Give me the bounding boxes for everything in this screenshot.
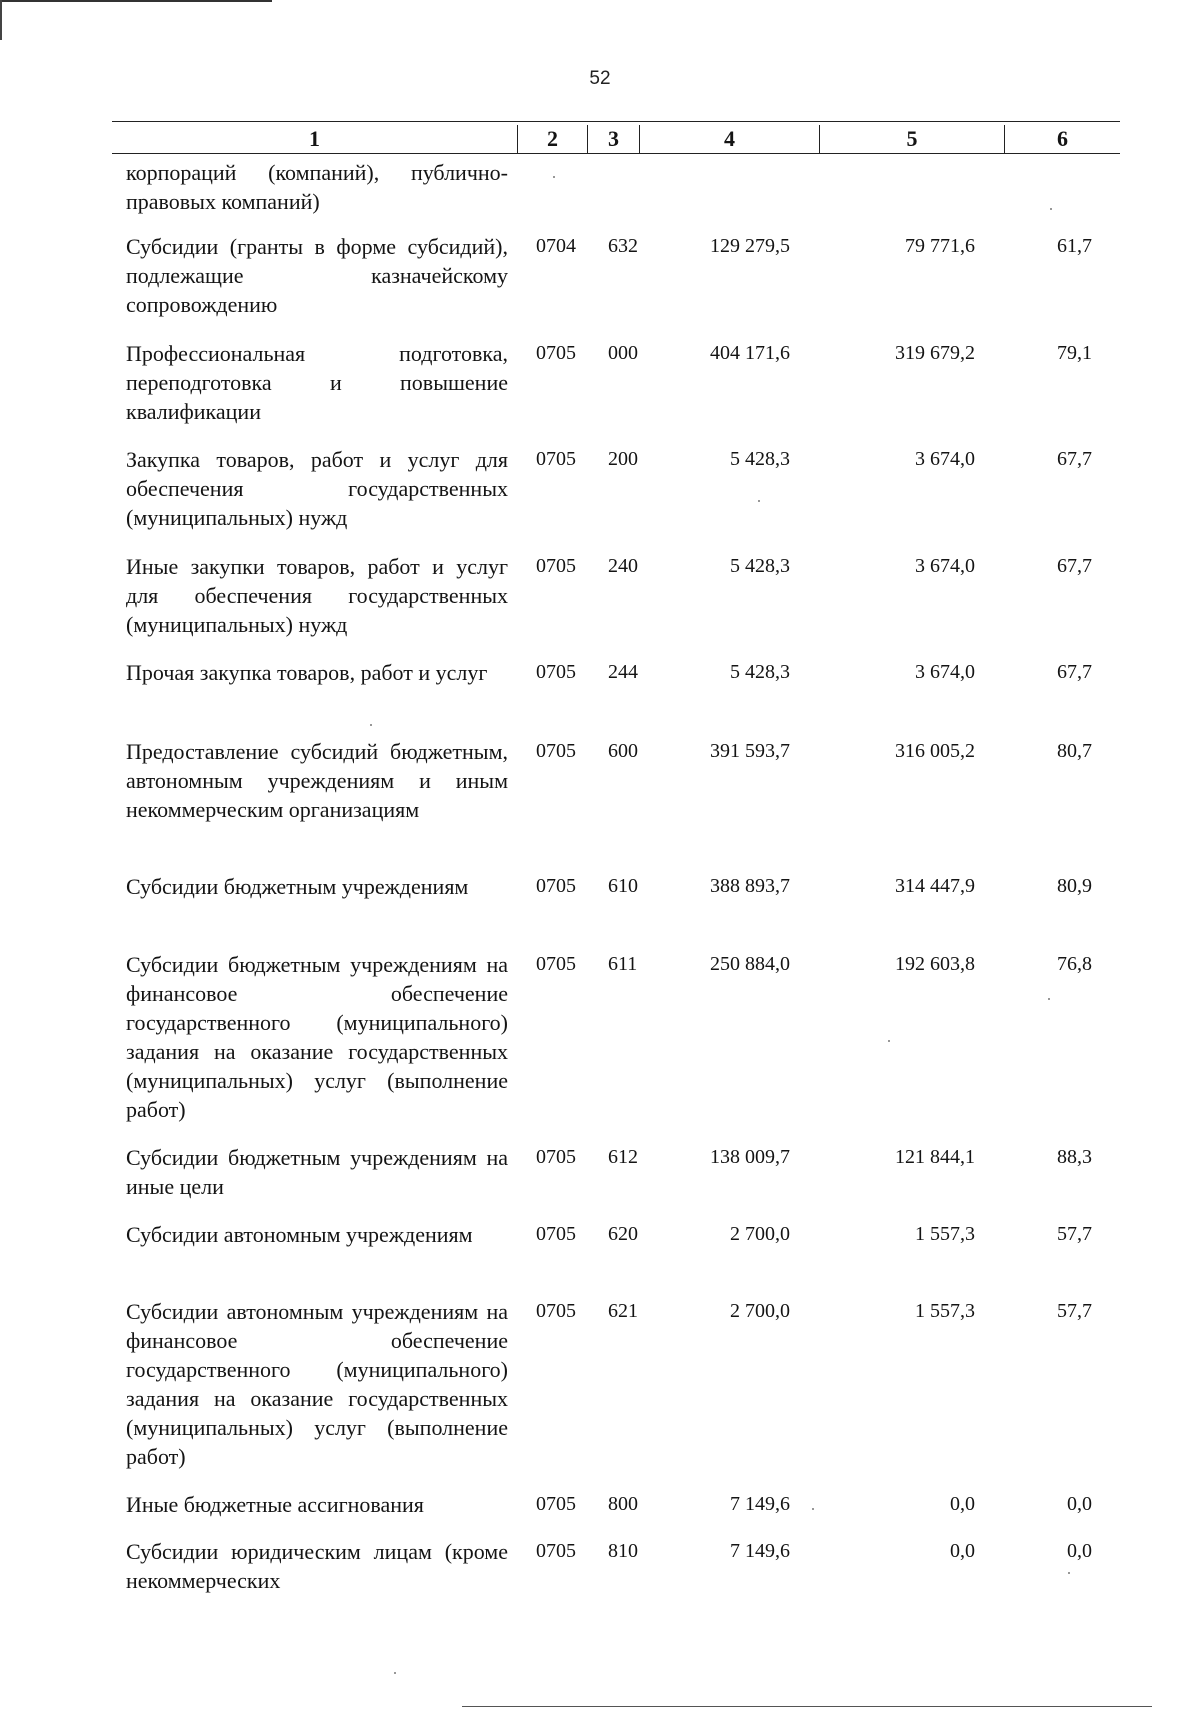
row-expense-type: 632 bbox=[608, 235, 638, 257]
row-description: Иные закупки товаров, работ и услуг для обеспечения государственных (муниципальных) нужд bbox=[126, 554, 508, 637]
row-description: Субсидии автономным учреждениям bbox=[126, 1222, 473, 1247]
row-expense-type: 244 bbox=[608, 661, 638, 683]
row-planned-amount: 5 428,3 bbox=[730, 661, 790, 683]
row-description: Субсидии автономным учреждениям на финансовое обеспечение государственного (муниципального) задания на оказание государственных (муниципальных) услуг (выполнение работ) bbox=[126, 1299, 508, 1469]
scan-speck bbox=[553, 176, 555, 178]
row-actual-amount: 0,0 bbox=[950, 1540, 975, 1562]
row-percent: 79,1 bbox=[1057, 342, 1092, 364]
scan-speck bbox=[394, 1672, 396, 1674]
row-percent: 80,9 bbox=[1057, 875, 1092, 897]
row-actual-amount: 79 771,6 bbox=[905, 235, 975, 257]
row-actual-amount: 1 557,3 bbox=[915, 1223, 975, 1245]
row-percent: 57,7 bbox=[1057, 1300, 1092, 1322]
row-section-code: 0705 bbox=[536, 448, 576, 470]
row-planned-amount: 7 149,6 bbox=[730, 1540, 790, 1562]
row-description: корпораций (компаний), публично-правовых компаний) bbox=[126, 160, 508, 214]
row-planned-amount: 5 428,3 bbox=[730, 448, 790, 470]
page-bottom-edge bbox=[462, 1706, 1152, 1707]
page-number: 52 bbox=[589, 68, 611, 89]
scan-speck bbox=[888, 1040, 890, 1042]
row-actual-amount: 319 679,2 bbox=[895, 342, 975, 364]
row-planned-amount: 138 009,7 bbox=[710, 1146, 790, 1168]
row-expense-type: 800 bbox=[608, 1493, 638, 1515]
header-col-1: 1 bbox=[309, 126, 320, 151]
row-actual-amount: 1 557,3 bbox=[915, 1300, 975, 1322]
row-expense-type: 000 bbox=[608, 342, 638, 364]
scan-edge-mark bbox=[0, 0, 272, 6]
row-percent: 0,0 bbox=[1067, 1540, 1092, 1562]
scan-speck bbox=[1050, 208, 1052, 210]
row-percent: 76,8 bbox=[1057, 953, 1092, 975]
row-planned-amount: 388 893,7 bbox=[710, 875, 790, 897]
row-description: Прочая закупка товаров, работ и услуг bbox=[126, 660, 488, 685]
row-planned-amount: 129 279,5 bbox=[710, 235, 790, 257]
row-percent: 67,7 bbox=[1057, 448, 1092, 470]
row-expense-type: 612 bbox=[608, 1146, 638, 1168]
header-col-3: 3 bbox=[587, 125, 639, 153]
row-section-code: 0705 bbox=[536, 661, 576, 683]
row-expense-type: 611 bbox=[608, 953, 638, 975]
row-description: Субсидии бюджетным учреждениям на финансовое обеспечение государственного (муниципального) задания на оказание государственных (муниципальных) услуг (выполнение работ) bbox=[126, 952, 508, 1122]
row-actual-amount: 0,0 bbox=[950, 1493, 975, 1515]
header-col-4: 4 bbox=[639, 125, 819, 153]
header-col-6: 6 bbox=[1004, 125, 1120, 153]
scan-edge-mark-left bbox=[0, 0, 2, 40]
row-planned-amount: 2 700,0 bbox=[730, 1223, 790, 1245]
row-planned-amount: 391 593,7 bbox=[710, 740, 790, 762]
table-top-rule bbox=[112, 121, 1120, 122]
row-expense-type: 200 bbox=[608, 448, 638, 470]
scan-speck bbox=[1048, 998, 1050, 1000]
row-description: Предоставление субсидий бюджетным, автономным учреждениям и иным некоммерческим организациям bbox=[126, 739, 508, 822]
row-percent: 57,7 bbox=[1057, 1223, 1092, 1245]
row-percent: 88,3 bbox=[1057, 1146, 1092, 1168]
row-section-code: 0705 bbox=[536, 875, 576, 897]
row-actual-amount: 192 603,8 bbox=[895, 953, 975, 975]
row-planned-amount: 7 149,6 bbox=[730, 1493, 790, 1515]
row-section-code: 0705 bbox=[536, 740, 576, 762]
row-expense-type: 240 bbox=[608, 555, 638, 577]
header-col-2: 2 bbox=[517, 125, 587, 153]
row-actual-amount: 314 447,9 bbox=[895, 875, 975, 897]
row-actual-amount: 121 844,1 bbox=[895, 1146, 975, 1168]
row-actual-amount: 3 674,0 bbox=[915, 555, 975, 577]
row-expense-type: 810 bbox=[608, 1540, 638, 1562]
row-percent: 0,0 bbox=[1067, 1493, 1092, 1515]
row-section-code: 0705 bbox=[536, 1223, 576, 1245]
row-description: Иные бюджетные ассигнования bbox=[126, 1492, 424, 1517]
row-expense-type: 600 bbox=[608, 740, 638, 762]
scan-speck bbox=[758, 500, 760, 502]
scan-speck bbox=[812, 1508, 814, 1510]
row-actual-amount: 316 005,2 bbox=[895, 740, 975, 762]
row-actual-amount: 3 674,0 bbox=[915, 448, 975, 470]
row-section-code: 0705 bbox=[536, 1146, 576, 1168]
row-description: Субсидии юридическим лицам (кроме некоммерческих bbox=[126, 1539, 508, 1593]
row-actual-amount: 3 674,0 bbox=[915, 661, 975, 683]
row-planned-amount: 5 428,3 bbox=[730, 555, 790, 577]
row-description: Субсидии (гранты в форме субсидий), подлежащие казначейскому сопровождению bbox=[126, 234, 508, 317]
row-planned-amount: 2 700,0 bbox=[730, 1300, 790, 1322]
row-expense-type: 620 bbox=[608, 1223, 638, 1245]
row-section-code: 0705 bbox=[536, 1300, 576, 1322]
scan-speck bbox=[370, 724, 372, 726]
row-expense-type: 621 bbox=[608, 1300, 638, 1322]
row-description: Субсидии бюджетным учреждениям на иные цели bbox=[126, 1145, 508, 1199]
table-header-row bbox=[112, 125, 1120, 154]
row-planned-amount: 250 884,0 bbox=[710, 953, 790, 975]
row-planned-amount: 404 171,6 bbox=[710, 342, 790, 364]
row-description: Субсидии бюджетным учреждениям bbox=[126, 874, 469, 899]
row-section-code: 0704 bbox=[536, 235, 576, 257]
row-percent: 67,7 bbox=[1057, 555, 1092, 577]
row-section-code: 0705 bbox=[536, 555, 576, 577]
row-section-code: 0705 bbox=[536, 1540, 576, 1562]
row-section-code: 0705 bbox=[536, 1493, 576, 1515]
row-percent: 61,7 bbox=[1057, 235, 1092, 257]
row-expense-type: 610 bbox=[608, 875, 638, 897]
row-description: Закупка товаров, работ и услуг для обеспечения государственных (муниципальных) нужд bbox=[126, 447, 508, 530]
header-col-5: 5 bbox=[819, 125, 1004, 153]
row-percent: 80,7 bbox=[1057, 740, 1092, 762]
row-section-code: 0705 bbox=[536, 342, 576, 364]
scan-speck bbox=[1068, 1572, 1070, 1574]
row-percent: 67,7 bbox=[1057, 661, 1092, 683]
row-description: Профессиональная подготовка, переподготовка и повышение квалификации bbox=[126, 341, 508, 424]
row-section-code: 0705 bbox=[536, 953, 576, 975]
